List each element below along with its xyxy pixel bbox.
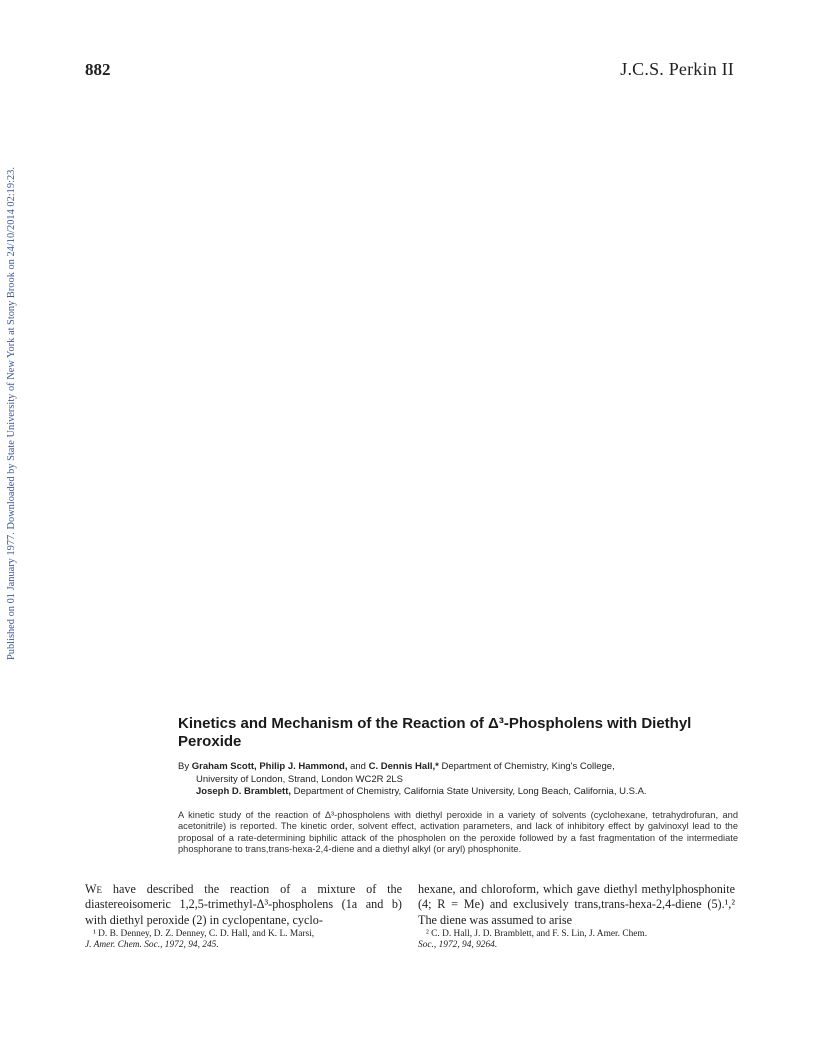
article-title: Kinetics and Mechanism of the Reaction of Δ³-Phospholens with Diethyl Peroxide (178, 715, 692, 750)
body-column-right: hexane, and chloroform, which gave diethyl methylphosphonite (4; R = Me) and exclusively trans,trans-hexa-2,4-diene (5).¹,² The diene was assumed to arise (418, 882, 735, 927)
affiliation: Department of Chemistry, King's College, (441, 761, 615, 772)
author-name: Philip J. Hammond, (259, 761, 348, 772)
paragraph-text: have described the reaction of a mixture of the diastereoisomeric 1,2,5-trimethyl-Δ³-phospholens (1a and b) with diethyl peroxide (2) in cyclopentane, cyclo- (85, 882, 403, 927)
author-line (178, 786, 738, 799)
author-block (178, 761, 738, 799)
footnote-text: ² C. D. Hall, J. D. Bramblett, and F. S. Lin, J. Amer. Chem. (426, 929, 648, 939)
footnote-citation: Soc., 1972, 94, 9264. (418, 940, 498, 951)
by-label: By (178, 761, 190, 772)
footnote-citation: J. Amer. Chem. Soc., 1972, 94, 245. (85, 940, 219, 951)
author-name: Graham Scott, (191, 761, 257, 772)
body-column-left (85, 882, 402, 928)
drop-word: We (85, 882, 103, 896)
author-name: Joseph D. Bramblett, (196, 786, 292, 798)
footnote-text: ¹ D. B. Denney, D. Z. Denney, C. D. Hall, and K. L. Marsi, (93, 929, 315, 939)
author-name: C. Dennis Hall,* (368, 761, 439, 772)
and-label: and (350, 761, 366, 772)
journal-title: J.C.S. Perkin II (620, 59, 734, 79)
affiliation: Department of Chemistry, California State University, Long Beach, California, U.S.A. (293, 786, 647, 798)
affiliation: University of London, Strand, London WC2R 2LS (196, 773, 404, 785)
download-notice[interactable]: Published on 01 January 1977. Downloaded by State University of New York at Stony Brook on 24/10/2014 02:19:23. (6, 167, 17, 660)
footnote-1 (85, 929, 402, 952)
abstract: A kinetic study of the reaction of Δ³-phospholens with diethyl peroxide in a variety of solvents (cyclohexane, tetrahydrofuran, and acetonitrile) is reported. The kinetic order, solvent effect, activation parameters, and lack of inhibitory effect by galvinoxyl lead to the proposal of a rate-determining biphilic attack of the phospholen on the peroxide followed by a fast fragmentation of the intermediate phosphorane to trans,trans-hexa-2,4-diene and a diethyl alkyl (or aryl) phosphonite. (178, 810, 738, 854)
footnote-2 (418, 929, 735, 952)
page-number: 882 (85, 60, 111, 79)
